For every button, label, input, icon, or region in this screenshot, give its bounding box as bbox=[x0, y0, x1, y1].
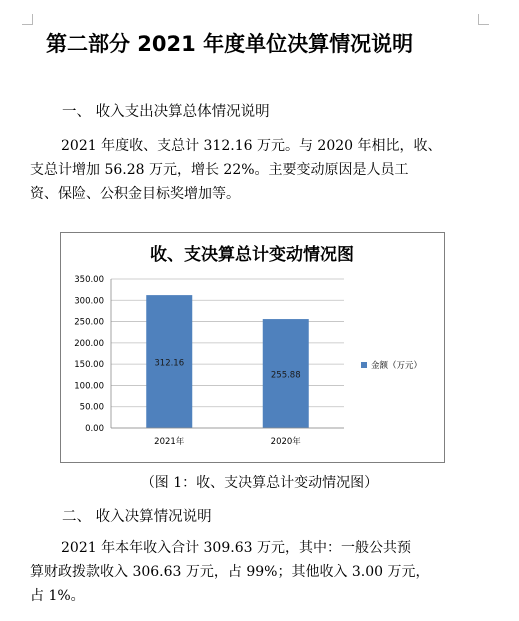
section1-line-3: 资、保险、公积金目标奖增加等。 bbox=[30, 186, 240, 202]
section2-paragraph bbox=[30, 536, 490, 608]
section1-paragraph bbox=[30, 134, 490, 206]
y-tick-label: 50.00 bbox=[79, 402, 104, 413]
legend-label: 金额（万元） bbox=[371, 361, 423, 371]
y-tick-label: 250.00 bbox=[74, 317, 104, 328]
y-tick-label: 0.00 bbox=[85, 424, 104, 434]
chart-frame bbox=[60, 232, 445, 463]
y-tick-label: 100.00 bbox=[74, 381, 104, 392]
chart-title: 收、支决算总计变动情况图 bbox=[150, 245, 354, 265]
part-title: 第二部分 2021 年度单位决算情况说明 bbox=[46, 32, 414, 56]
section2-line-2: 算财政拨款收入 306.63 万元，占 99%；其他收入 3.00 万元， bbox=[30, 564, 430, 580]
section1-heading: 一、 收入支出决算总体情况说明 bbox=[62, 104, 270, 120]
y-tick-label: 200.00 bbox=[74, 338, 104, 349]
page-corner-mark-right bbox=[478, 14, 489, 25]
section2-line-1: 2021 年本年收入合计 309.63 万元，其中：一般公共预 bbox=[61, 540, 411, 556]
data-label: 312.16 bbox=[154, 358, 185, 369]
page-corner-mark-left bbox=[22, 14, 33, 25]
y-tick-label: 300.00 bbox=[74, 296, 104, 307]
section1-line-2: 支总计增加 56.28 万元，增长 22%。主要变动原因是人员工 bbox=[30, 162, 409, 178]
x-tick-label: 2020年 bbox=[270, 437, 301, 447]
bar-chart bbox=[61, 233, 444, 462]
section1-line-1: 2021 年度收、支总计 312.16 万元。与 2020 年相比，收、 bbox=[61, 138, 442, 154]
y-tick-label: 150.00 bbox=[74, 360, 104, 371]
section2-line-3: 占 1%。 bbox=[30, 588, 85, 604]
x-tick-label: 2021年 bbox=[154, 437, 185, 447]
section2-heading: 二、 收入决算情况说明 bbox=[62, 509, 212, 525]
figure-caption: （图 1：收、支决算总计变动情况图） bbox=[140, 475, 379, 491]
legend-swatch bbox=[361, 362, 367, 368]
data-label: 255.88 bbox=[270, 370, 301, 381]
y-tick-label: 350.00 bbox=[74, 275, 104, 285]
